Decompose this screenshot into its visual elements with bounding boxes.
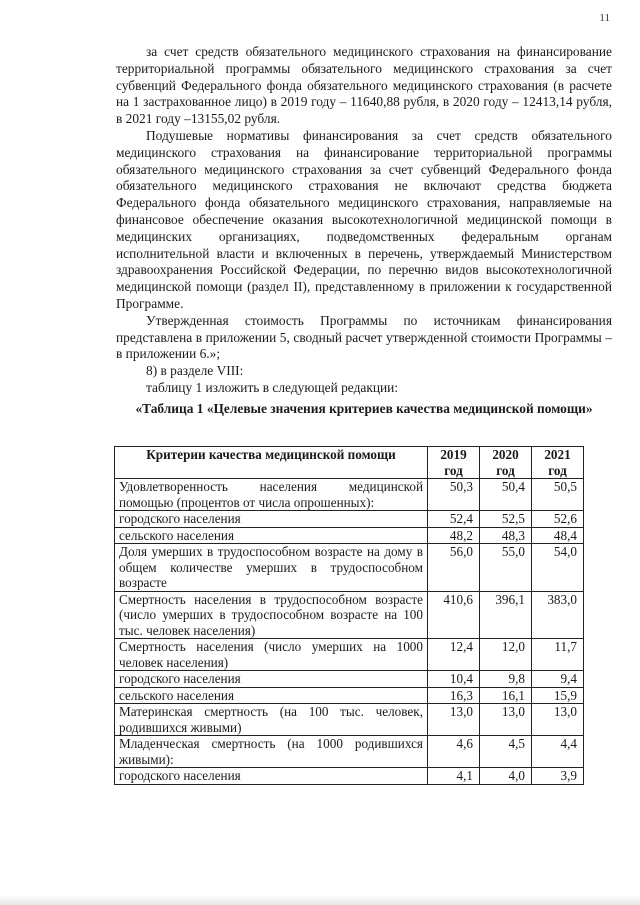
value-2019: 12,4: [428, 639, 480, 671]
value-2019: 48,2: [428, 527, 480, 544]
paragraph-section-viii: 8) в разделе VIII:: [146, 363, 244, 379]
header-criteria: Критерии качества медицинской помощи: [115, 447, 428, 479]
row-label: Смертность населения (число умерших на 1000 человек населения): [115, 639, 428, 671]
value-2021: 13,0: [532, 704, 584, 736]
table-row: [115, 736, 584, 768]
page-bottom-edge: [0, 895, 640, 905]
value-2020: 12,0: [480, 639, 532, 671]
row-label: городского населения: [115, 671, 428, 688]
value-2019: 16,3: [428, 687, 480, 704]
paragraph-table-instruction: таблицу 1 изложить в следующей редакции:: [146, 379, 399, 395]
table-row: [115, 768, 584, 785]
header-2019: 2019 год: [428, 447, 480, 479]
value-2021: 9,4: [532, 671, 584, 688]
row-label: городского населения: [115, 768, 428, 785]
table-row: [115, 591, 584, 639]
value-2020: 4,0: [480, 768, 532, 785]
table-title: «Таблица 1 «Целевые значения критериев качества медицинской помощи»: [135, 401, 593, 416]
value-2019: 52,4: [428, 511, 480, 528]
value-2020: 55,0: [480, 544, 532, 592]
value-2020: 13,0: [480, 704, 532, 736]
value-2021: 15,9: [532, 687, 584, 704]
table-header-row: [115, 447, 584, 479]
row-label: Младенческая смертность (на 1000 родившихся живыми):: [115, 736, 428, 768]
table-row: [115, 511, 584, 528]
row-label: Смертность населения в трудоспособном возрасте (число умерших в трудоспособном возрасте на 100 тыс. человек населения): [115, 591, 428, 639]
value-2021: 383,0: [532, 591, 584, 639]
value-2021: 4,4: [532, 736, 584, 768]
table-row: [115, 639, 584, 671]
value-2021: 3,9: [532, 768, 584, 785]
value-2020: 50,4: [480, 479, 532, 511]
paragraph-per-capita-standards: Подушевые нормативы финансирования за счет средств обязательного медицинского страхования на финансирование территориальной программы обязательного медицинского страхования за счет субвенций Федерального фонда обязательного медицинского страхования не включают средства бюджета Федерального фонда обязательного медицинского страхования, направляемые на финансовое обеспечение оказания высокотехнологичной медицинской помощи в медицинских организациях, подведомственных федеральным органам исполнительной власти и включенных в перечень, утверждаемый Министерством здравоохранения Российской Федерации, по перечню видов высокотехнологичной медицинской помощи (раздел II), представленному в приложении к государственной Программе.: [116, 127, 612, 311]
value-2020: 4,5: [480, 736, 532, 768]
paragraph-funding-standards: за счет средств обязательного медицинского страхования на финансирование территориальной программы обязательного медицинского страхования за счет субвенций Федерального фонда обязательного медицинского страхования (в расчете на 1 застрахованное лицо) в 2019 году – 11640,88 рубля, в 2020 году – 12413,14 рубля, в 2021 году –13155,02 рубля.: [116, 44, 612, 127]
value-2020: 16,1: [480, 687, 532, 704]
row-label: Доля умерших в трудоспособном возрасте на дому в общем количестве умерших в трудоспособном возрасте: [115, 544, 428, 592]
value-2020: 48,3: [480, 527, 532, 544]
value-2021: 11,7: [532, 639, 584, 671]
value-2021: 52,6: [532, 511, 584, 528]
value-2021: 54,0: [532, 544, 584, 592]
value-2020: 396,1: [480, 591, 532, 639]
header-2020: 2020 год: [480, 447, 532, 479]
value-2020: 52,5: [480, 511, 532, 528]
criteria-table: [114, 446, 584, 785]
table-row: [115, 704, 584, 736]
value-2019: 4,1: [428, 768, 480, 785]
value-2021: 50,5: [532, 479, 584, 511]
table-row: [115, 527, 584, 544]
table-row: [115, 671, 584, 688]
value-2020: 9,8: [480, 671, 532, 688]
value-2019: 410,6: [428, 591, 480, 639]
value-2019: 13,0: [428, 704, 480, 736]
row-label: сельского населения: [115, 687, 428, 704]
value-2019: 4,6: [428, 736, 480, 768]
row-label: сельского населения: [115, 527, 428, 544]
page-number: 11: [599, 12, 610, 24]
table-row: [115, 479, 584, 511]
row-label: Удовлетворенность населения медицинской помощью (процентов от числа опрошенных):: [115, 479, 428, 511]
row-label: Материнская смертность (на 100 тыс. человек, родившихся живыми): [115, 704, 428, 736]
header-2021: 2021 год: [532, 447, 584, 479]
value-2021: 48,4: [532, 527, 584, 544]
body-text: [116, 44, 612, 397]
row-label: городского населения: [115, 511, 428, 528]
value-2019: 56,0: [428, 544, 480, 592]
paragraph-program-cost: Утвержденная стоимость Программы по источникам финансирования представлена в приложении 5, сводный расчет утвержденной стоимости Программы – в приложении 6.»;: [116, 312, 612, 362]
value-2019: 50,3: [428, 479, 480, 511]
table-row: [115, 687, 584, 704]
value-2019: 10,4: [428, 671, 480, 688]
table-row: [115, 544, 584, 592]
